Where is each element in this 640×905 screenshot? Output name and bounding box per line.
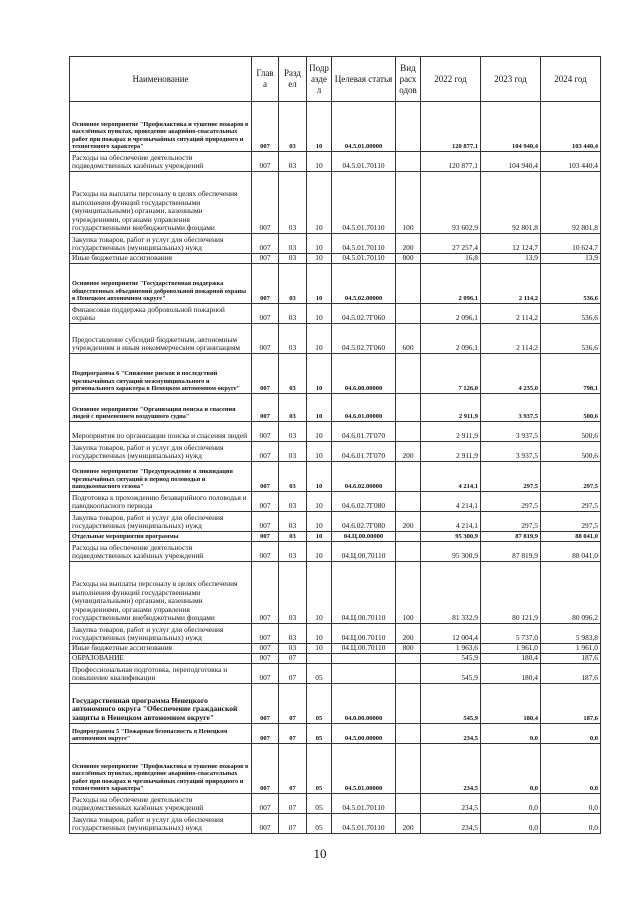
header-2023: 2023 год bbox=[481, 57, 541, 102]
table-cell-2022: 234,5 bbox=[421, 814, 481, 834]
table-cell-podrazdel: 10 bbox=[307, 562, 332, 624]
table-cell-name: Подготовка к прохождению безаварийного половодья и паводкоопасного периода bbox=[70, 492, 252, 512]
table-cell-name: Основное мероприятие "Профилактика и тушение пожаров в населённых пунктах, проведение аварийно-спасательных работ при пожарах и чрезвычайных ситуаций природного и техногенного характера" bbox=[70, 744, 252, 794]
table-cell-glava: 007 bbox=[252, 542, 279, 562]
table-cell-2023: 2 114,2 bbox=[481, 264, 541, 304]
table-cell-2022: 234,5 bbox=[421, 744, 481, 794]
table-cell-2024: 536,6 bbox=[541, 304, 601, 324]
table-cell-2023: 87 819,9 bbox=[481, 532, 541, 542]
table-cell-glava: 007 bbox=[252, 172, 279, 234]
table-cell-name: Мероприятия по организации поиска и спасения людей bbox=[70, 422, 252, 442]
table-cell-podrazdel: 10 bbox=[307, 152, 332, 172]
table-row bbox=[70, 264, 601, 304]
table-cell-razdel: 07 bbox=[279, 684, 307, 724]
table-cell-vid bbox=[396, 422, 421, 442]
table-cell-2023: 180,4 bbox=[481, 684, 541, 724]
header-podrazdel: Подр азде л bbox=[307, 57, 332, 102]
table-cell-target: 04.Ц.00.70110 bbox=[332, 644, 396, 654]
table-cell-vid: 600 bbox=[396, 324, 421, 354]
table-cell-razdel: 07 bbox=[279, 794, 307, 814]
table-cell-podrazdel: 10 bbox=[307, 304, 332, 324]
table-cell-2023: 3 937,5 bbox=[481, 394, 541, 422]
table-cell-vid bbox=[396, 102, 421, 152]
table-cell-target: 04.6.01.00000 bbox=[332, 394, 396, 422]
table-cell-2023: 180,4 bbox=[481, 654, 541, 664]
table-cell-2023: 297,5 bbox=[481, 462, 541, 492]
table-cell-2022: 2 911,9 bbox=[421, 394, 481, 422]
table-cell-name: Подпрограмма 6 "Снижение рисков и последствий чрезвычайных ситуаций межмуниципального и регионального характера в Ненецком автономном округе" bbox=[70, 354, 252, 394]
table-cell-vid bbox=[396, 724, 421, 744]
table-cell-glava: 007 bbox=[252, 422, 279, 442]
table-cell-name: Расходы на обеспечение деятельности подведомственных казённых учреждений bbox=[70, 152, 252, 172]
table-cell-target: 04.5.01.70110 bbox=[332, 234, 396, 254]
table-cell-glava: 007 bbox=[252, 624, 279, 644]
table-cell-name: ОБРАЗОВАНИЕ bbox=[70, 654, 252, 664]
table-cell-2022: 2 911,9 bbox=[421, 442, 481, 462]
table-cell-razdel: 07 bbox=[279, 724, 307, 744]
table-cell-2024: 88 041,0 bbox=[541, 532, 601, 542]
table-row bbox=[70, 654, 601, 664]
table-cell-vid: 800 bbox=[396, 254, 421, 264]
table-cell-2022: 95 300,9 bbox=[421, 542, 481, 562]
table-cell-razdel: 03 bbox=[279, 442, 307, 462]
table-cell-2023: 13,9 bbox=[481, 254, 541, 264]
table-cell-2024: 103 440,4 bbox=[541, 152, 601, 172]
table-cell-razdel: 03 bbox=[279, 512, 307, 532]
table-cell-razdel: 07 bbox=[279, 744, 307, 794]
table-cell-podrazdel: 10 bbox=[307, 172, 332, 234]
table-cell-2024: 88 041,0 bbox=[541, 542, 601, 562]
table-cell-2024: 0,0 bbox=[541, 744, 601, 794]
table-cell-name: Основное мероприятие "Организация поиска и спасения людей с применением воздушного судна" bbox=[70, 394, 252, 422]
table-cell-2022: 545,9 bbox=[421, 664, 481, 684]
table-cell-vid: 800 bbox=[396, 644, 421, 654]
table-cell-glava: 007 bbox=[252, 264, 279, 304]
table-row bbox=[70, 442, 601, 462]
table-cell-2023: 297,5 bbox=[481, 512, 541, 532]
table-row bbox=[70, 102, 601, 152]
table-cell-glava: 007 bbox=[252, 102, 279, 152]
table-row bbox=[70, 394, 601, 422]
table-row bbox=[70, 354, 601, 394]
table-cell-2023: 1 961,0 bbox=[481, 644, 541, 654]
table-cell-target: 04.6.01.7Г070 bbox=[332, 422, 396, 442]
table-cell-podrazdel: 10 bbox=[307, 492, 332, 512]
table-cell-podrazdel: 10 bbox=[307, 354, 332, 394]
table-cell-target: 04.6.02.7Г080 bbox=[332, 492, 396, 512]
table-cell-target: 04.5.02.00000 bbox=[332, 264, 396, 304]
table-cell-name: Отдельные мероприятия программы bbox=[70, 532, 252, 542]
table-cell-podrazdel: 10 bbox=[307, 624, 332, 644]
table-cell-razdel: 03 bbox=[279, 624, 307, 644]
table-cell-2024: 500,6 bbox=[541, 422, 601, 442]
table-cell-2023: 2 114,2 bbox=[481, 324, 541, 354]
table-cell-2022: 545,9 bbox=[421, 684, 481, 724]
table-cell-2022: 4 214,1 bbox=[421, 492, 481, 512]
table-cell-2024: 798,1 bbox=[541, 354, 601, 394]
table-cell-2022: 545,9 bbox=[421, 654, 481, 664]
table-cell-2023: 4 235,0 bbox=[481, 354, 541, 394]
table-cell-podrazdel: 10 bbox=[307, 324, 332, 354]
table-cell-vid bbox=[396, 354, 421, 394]
table-cell-glava: 007 bbox=[252, 442, 279, 462]
table-cell-vid: 200 bbox=[396, 442, 421, 462]
table-row bbox=[70, 152, 601, 172]
table-cell-name: Расходы на выплаты персоналу в целях обеспечения выполнения функций государственными (муниципальными) органами, казенными учреждениями, органами управления государственными внебюджетными фондами bbox=[70, 562, 252, 624]
table-cell-glava: 007 bbox=[252, 234, 279, 254]
table-cell-razdel: 03 bbox=[279, 102, 307, 152]
table-cell-razdel: 03 bbox=[279, 644, 307, 654]
table-cell-2023: 0,0 bbox=[481, 814, 541, 834]
table-cell-name: Закупка товаров, работ и услуг для обеспечения государственных (муниципальных) нужд bbox=[70, 512, 252, 532]
header-2024: 2024 год bbox=[541, 57, 601, 102]
table-cell-glava: 007 bbox=[252, 562, 279, 624]
table-cell-2024: 0,0 bbox=[541, 794, 601, 814]
table-cell-vid: 200 bbox=[396, 624, 421, 644]
table-cell-2023: 12 124,7 bbox=[481, 234, 541, 254]
table-cell-2023: 0,0 bbox=[481, 794, 541, 814]
table-cell-vid: 200 bbox=[396, 512, 421, 532]
table-cell-razdel: 07 bbox=[279, 654, 307, 664]
table-cell-vid bbox=[396, 654, 421, 664]
table-cell-razdel: 03 bbox=[279, 264, 307, 304]
table-cell-glava: 007 bbox=[252, 654, 279, 664]
table-cell-target: 04.5.01.70110 bbox=[332, 152, 396, 172]
table-cell-razdel: 03 bbox=[279, 152, 307, 172]
table-cell-name: Иные бюджетные ассигнования bbox=[70, 644, 252, 654]
table-cell-2024: 1 961,0 bbox=[541, 644, 601, 654]
table-cell-2023: 2 114,2 bbox=[481, 304, 541, 324]
table-cell-glava: 007 bbox=[252, 724, 279, 744]
table-cell-2023: 3 937,5 bbox=[481, 422, 541, 442]
table-cell-podrazdel: 10 bbox=[307, 442, 332, 462]
header-vid: Вид расх одов bbox=[396, 57, 421, 102]
table-cell-glava: 007 bbox=[252, 794, 279, 814]
table-cell-2024: 297,5 bbox=[541, 462, 601, 492]
table-cell-glava: 007 bbox=[252, 512, 279, 532]
table-cell-vid: 200 bbox=[396, 234, 421, 254]
table-cell-vid bbox=[396, 684, 421, 724]
table-cell-2023: 180,4 bbox=[481, 664, 541, 684]
table-cell-vid bbox=[396, 794, 421, 814]
table-cell-podrazdel: 05 bbox=[307, 814, 332, 834]
table-cell-2024: 536,6 bbox=[541, 324, 601, 354]
table-cell-2023: 3 937,5 bbox=[481, 442, 541, 462]
table-row bbox=[70, 724, 601, 744]
table-cell-name: Расходы на обеспечение деятельности подведомственных казённых учреждений bbox=[70, 794, 252, 814]
table-cell-target: 04.6.00.00000 bbox=[332, 354, 396, 394]
table-cell-target: 04.Ц.00.70110 bbox=[332, 624, 396, 644]
table-cell-podrazdel: 05 bbox=[307, 664, 332, 684]
table-cell-glava: 007 bbox=[252, 644, 279, 654]
table-cell-2023: 0,0 bbox=[481, 724, 541, 744]
table-cell-target: 04.Ц.00.00000 bbox=[332, 532, 396, 542]
table-cell-razdel: 03 bbox=[279, 394, 307, 422]
table-cell-2024: 500,6 bbox=[541, 442, 601, 462]
table-cell-2024: 13,9 bbox=[541, 254, 601, 264]
table-cell-name: Государственная программа Ненецкого автономного округа "Обеспечение гражданской защиты в Ненецком автономном округе" bbox=[70, 684, 252, 724]
table-cell-2024: 500,6 bbox=[541, 394, 601, 422]
table-row bbox=[70, 532, 601, 542]
table-cell-glava: 007 bbox=[252, 462, 279, 492]
table-cell-podrazdel: 10 bbox=[307, 644, 332, 654]
table-row bbox=[70, 304, 601, 324]
table-cell-2024: 10 624,7 bbox=[541, 234, 601, 254]
table-row bbox=[70, 422, 601, 442]
table-cell-razdel: 03 bbox=[279, 462, 307, 492]
table-cell-2022: 1 963,6 bbox=[421, 644, 481, 654]
table-row bbox=[70, 172, 601, 234]
table-cell-glava: 007 bbox=[252, 492, 279, 512]
table-cell-podrazdel: 10 bbox=[307, 462, 332, 492]
table-cell-vid bbox=[396, 542, 421, 562]
table-cell-2024: 80 096,2 bbox=[541, 562, 601, 624]
table-cell-2023: 0,0 bbox=[481, 744, 541, 794]
table-cell-vid bbox=[396, 264, 421, 304]
header-glava: Глав а bbox=[252, 57, 279, 102]
table-row bbox=[70, 462, 601, 492]
table-cell-2022: 12 004,4 bbox=[421, 624, 481, 644]
table-cell-podrazdel: 10 bbox=[307, 422, 332, 442]
table-row bbox=[70, 254, 601, 264]
table-cell-target: 04.6.02.7Г080 bbox=[332, 512, 396, 532]
table-cell-name: Основное мероприятие "Предупреждение и ликвидация чрезвычайных ситуаций в период половодья и паводкоопасного сезона" bbox=[70, 462, 252, 492]
table-row bbox=[70, 512, 601, 532]
table-cell-podrazdel: 05 bbox=[307, 684, 332, 724]
table-cell-target: 04.Ц.00.70110 bbox=[332, 562, 396, 624]
table-row bbox=[70, 644, 601, 654]
table-cell-podrazdel: 10 bbox=[307, 234, 332, 254]
table-cell-glava: 007 bbox=[252, 394, 279, 422]
table-cell-name: Основное мероприятие "Государственная поддержка общественных объединений добровольной пожарной охраны в Ненецком автономном округе" bbox=[70, 264, 252, 304]
table-cell-target: 04.5.01.70110 bbox=[332, 254, 396, 264]
table-cell-target: 04.5.01.70110 bbox=[332, 172, 396, 234]
table-cell-name: Предоставление субсидий бюджетным, автономным учреждениям и иным некоммерческим организациям bbox=[70, 324, 252, 354]
table-cell-2023: 104 940,4 bbox=[481, 152, 541, 172]
table-cell-vid bbox=[396, 394, 421, 422]
table-cell-target bbox=[332, 654, 396, 664]
table-cell-2022: 81 332,9 bbox=[421, 562, 481, 624]
table-cell-podrazdel: 05 bbox=[307, 724, 332, 744]
table-cell-name: Основное мероприятие "Профилактика и тушение пожаров в населённых пунктах, проведение аварийно-спасательных работ при пожарах и чрезвычайных ситуаций природного и техногенного характера" bbox=[70, 102, 252, 152]
table-cell-target: 04.5.02.7Г060 bbox=[332, 304, 396, 324]
table-cell-name: Финансовая поддержка добровольной пожарной охраны bbox=[70, 304, 252, 324]
table-cell-razdel: 03 bbox=[279, 304, 307, 324]
table-cell-podrazdel: 10 bbox=[307, 542, 332, 562]
table-cell-target: 04.5.01.70110 bbox=[332, 814, 396, 834]
table-cell-name: Закупка товаров, работ и услуг для обеспечения государственных (муниципальных) нужд bbox=[70, 442, 252, 462]
table-cell-podrazdel: 10 bbox=[307, 512, 332, 532]
table-cell-2022: 93 602,9 bbox=[421, 172, 481, 234]
table-cell-glava: 007 bbox=[252, 684, 279, 724]
table-cell-name: Подпрограмма 5 "Пожарная безопасность в Ненецком автономном округе" bbox=[70, 724, 252, 744]
table-cell-name: Закупка товаров, работ и услуг для обеспечения государственных (муниципальных) нужд bbox=[70, 234, 252, 254]
table-cell-2022: 234,5 bbox=[421, 794, 481, 814]
table-cell-vid bbox=[396, 152, 421, 172]
table-cell-vid bbox=[396, 664, 421, 684]
table-cell-target: 04.5.01.00000 bbox=[332, 102, 396, 152]
table-cell-name: Закупка товаров, работ и услуг для обеспечения государственных (муниципальных) нужд bbox=[70, 814, 252, 834]
table-cell-name: Расходы на выплаты персоналу в целях обеспечения выполнения функций государственными (муниципальными) органами, казенными учреждениями, органами управления государственными внебюджетными фондами bbox=[70, 172, 252, 234]
table-cell-razdel: 03 bbox=[279, 172, 307, 234]
table-cell-2022: 16,8 bbox=[421, 254, 481, 264]
table-cell-target: 04.5.01.70110 bbox=[332, 794, 396, 814]
table-cell-2023: 5 737,0 bbox=[481, 624, 541, 644]
table-row bbox=[70, 794, 601, 814]
table-cell-target: 04.5.02.7Г060 bbox=[332, 324, 396, 354]
table-cell-2022: 2 096,1 bbox=[421, 304, 481, 324]
table-cell-target: 04.0.00.00000 bbox=[332, 684, 396, 724]
table-cell-glava: 007 bbox=[252, 744, 279, 794]
table-cell-2024: 536,6 bbox=[541, 264, 601, 304]
table-cell-name: Закупка товаров, работ и услуг для обеспечения государственных (муниципальных) нужд bbox=[70, 624, 252, 644]
table-row bbox=[70, 744, 601, 794]
table-cell-vid bbox=[396, 304, 421, 324]
table-cell-vid bbox=[396, 492, 421, 512]
table-cell-2024: 5 983,8 bbox=[541, 624, 601, 644]
table-cell-podrazdel: 10 bbox=[307, 254, 332, 264]
table-row bbox=[70, 684, 601, 724]
table-row bbox=[70, 664, 601, 684]
table-cell-name: Расходы на обеспечение деятельности подведомственных казённых учреждений bbox=[70, 542, 252, 562]
table-cell-razdel: 03 bbox=[279, 542, 307, 562]
table-cell-razdel: 07 bbox=[279, 664, 307, 684]
table-cell-razdel: 03 bbox=[279, 354, 307, 394]
table-row bbox=[70, 542, 601, 562]
table-header-row bbox=[70, 57, 601, 102]
table-cell-target: 04.5.01.00000 bbox=[332, 744, 396, 794]
table-cell-2022: 4 214,1 bbox=[421, 512, 481, 532]
table-cell-2022: 4 214,1 bbox=[421, 462, 481, 492]
table-cell-2022: 27 257,4 bbox=[421, 234, 481, 254]
table-cell-2024: 187,6 bbox=[541, 664, 601, 684]
table-cell-2024: 297,5 bbox=[541, 512, 601, 532]
header-name: Наименование bbox=[70, 57, 252, 102]
table-cell-razdel: 03 bbox=[279, 562, 307, 624]
table-cell-2023: 104 940,4 bbox=[481, 102, 541, 152]
table-cell-glava: 007 bbox=[252, 254, 279, 264]
table-cell-glava: 007 bbox=[252, 664, 279, 684]
table-cell-target bbox=[332, 664, 396, 684]
table-cell-2023: 297,5 bbox=[481, 492, 541, 512]
table-cell-2024: 297,5 bbox=[541, 492, 601, 512]
table-cell-razdel: 07 bbox=[279, 814, 307, 834]
table-cell-2024: 92 801,8 bbox=[541, 172, 601, 234]
table-cell-vid: 200 bbox=[396, 814, 421, 834]
table-cell-podrazdel: 05 bbox=[307, 794, 332, 814]
table-cell-target: 04.Ц.00.70110 bbox=[332, 542, 396, 562]
table-cell-podrazdel: 10 bbox=[307, 264, 332, 304]
table-cell-podrazdel: 10 bbox=[307, 102, 332, 152]
table-body bbox=[70, 102, 601, 834]
table-cell-2024: 0,0 bbox=[541, 724, 601, 744]
header-target: Целевая статья bbox=[332, 57, 396, 102]
table-cell-name: Профессиональная подготовка, переподготовка и повышение квалификации bbox=[70, 664, 252, 684]
table-cell-vid: 100 bbox=[396, 172, 421, 234]
table-cell-2024: 187,6 bbox=[541, 684, 601, 724]
table-cell-2023: 92 801,8 bbox=[481, 172, 541, 234]
page-number: 10 bbox=[313, 846, 327, 861]
table-cell-2024: 103 440,4 bbox=[541, 102, 601, 152]
table-cell-target: 04.5.00.00000 bbox=[332, 724, 396, 744]
table-cell-razdel: 03 bbox=[279, 324, 307, 354]
header-2022: 2022 год bbox=[421, 57, 481, 102]
table-cell-2022: 234,5 bbox=[421, 724, 481, 744]
table-cell-glava: 007 bbox=[252, 814, 279, 834]
table-cell-2022: 7 126,0 bbox=[421, 354, 481, 394]
table-cell-vid bbox=[396, 532, 421, 542]
table-cell-2023: 80 121,9 bbox=[481, 562, 541, 624]
table-row bbox=[70, 492, 601, 512]
table-cell-target: 04.6.01.7Г070 bbox=[332, 442, 396, 462]
table-row bbox=[70, 814, 601, 834]
table-row bbox=[70, 324, 601, 354]
table-cell-vid: 100 bbox=[396, 562, 421, 624]
table-cell-podrazdel: 10 bbox=[307, 532, 332, 542]
table-cell-glava: 007 bbox=[252, 152, 279, 172]
table-cell-podrazdel: 10 bbox=[307, 394, 332, 422]
header-razdel: Разд ел bbox=[279, 57, 307, 102]
table-cell-glava: 007 bbox=[252, 324, 279, 354]
table-cell-name: Иные бюджетные ассигнования bbox=[70, 254, 252, 264]
table-cell-podrazdel: 05 bbox=[307, 744, 332, 794]
table-cell-razdel: 03 bbox=[279, 422, 307, 442]
table-cell-2024: 187,6 bbox=[541, 654, 601, 664]
table-cell-podrazdel bbox=[307, 654, 332, 664]
table-cell-2022: 2 096,1 bbox=[421, 324, 481, 354]
table-cell-razdel: 03 bbox=[279, 234, 307, 254]
table-cell-2022: 2 096,1 bbox=[421, 264, 481, 304]
table-cell-vid bbox=[396, 462, 421, 492]
table-cell-target: 04.6.02.00000 bbox=[332, 462, 396, 492]
table-cell-glava: 007 bbox=[252, 354, 279, 394]
table-row bbox=[70, 562, 601, 624]
table-cell-2024: 0,0 bbox=[541, 814, 601, 834]
table-cell-2022: 120 877,1 bbox=[421, 102, 481, 152]
table-cell-vid bbox=[396, 744, 421, 794]
table-cell-razdel: 03 bbox=[279, 254, 307, 264]
table-row bbox=[70, 234, 601, 254]
table-cell-glava: 007 bbox=[252, 532, 279, 542]
table-cell-razdel: 03 bbox=[279, 532, 307, 542]
table-cell-glava: 007 bbox=[252, 304, 279, 324]
table-row bbox=[70, 624, 601, 644]
table-cell-razdel: 03 bbox=[279, 492, 307, 512]
table-cell-2022: 95 300,9 bbox=[421, 532, 481, 542]
budget-table bbox=[69, 56, 601, 834]
table-cell-2022: 2 911,9 bbox=[421, 422, 481, 442]
table-cell-2022: 120 877,1 bbox=[421, 152, 481, 172]
table-cell-2023: 87 819,9 bbox=[481, 542, 541, 562]
